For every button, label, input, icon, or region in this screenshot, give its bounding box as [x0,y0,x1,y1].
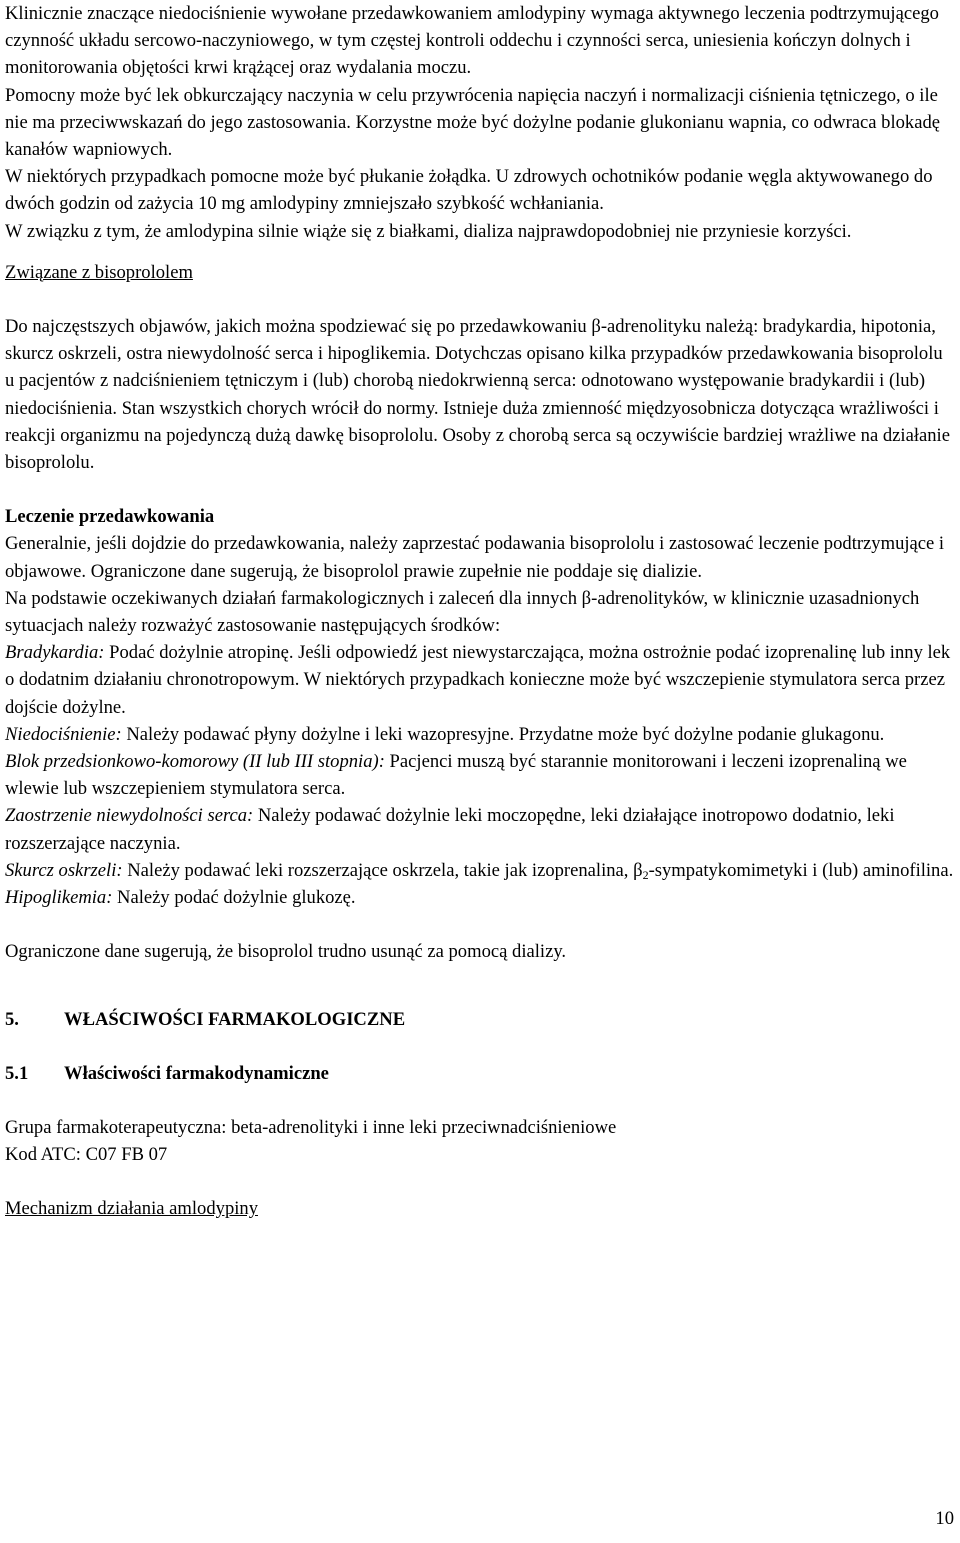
section-heading [5,1060,955,1087]
treatment-text: -sympatykomimetyki i (lub) aminofilina. [648,859,954,881]
subsection-heading: Leczenie przedawkowania [5,506,215,528]
atc-code: Kod ATC: C07 FB 07 [5,1144,168,1166]
treatment-text: Pacjenci muszą być starannie monitorowani i leczeni izoprenaliną we wlewie lub wszczepieniem stymulatora serca. [5,751,907,800]
page-number: 10 [935,1508,954,1529]
paragraph: Ograniczone dane sugerują, że bisoprolol trudno usunąć za pomocą dializy. [5,941,567,963]
treatment-term: Zaostrzenie niewydolności serca: [5,805,254,827]
treatment-term: Skurcz oskrzeli: [5,859,123,881]
section-title: WŁAŚCIWOŚCI FARMAKOLOGICZNE [64,1008,406,1030]
treatment-term: Hipoglikemia: [5,887,113,909]
pharmacotherapeutic-group: Grupa farmakoterapeutyczna: beta-adrenolityki i inne leki przeciwnadciśnieniowe [5,1116,617,1138]
treatment-item [5,884,955,911]
treatment-text: Należy podawać dożylnie leki moczopędne, leki działające inotropowo dodatnio, leki rozszerzające naczynia. [5,805,895,854]
section-number: 5. [5,1008,19,1030]
subscript: 2 [642,867,649,882]
paragraph: Na podstawie oczekiwanych działań farmakologicznych i zaleceń dla innych β-adrenolityków, w klinicznie uzasadnionych sytuacjach należy rozważyć zastosowanie następujących środków: [5,587,920,637]
paragraph: Pomocny może być lek obkurczający naczynia w celu przywrócenia napięcia naczyń i normalizacji ciśnienia tętniczego, o ile nie ma przeciwwskazań do jego zastosowania. Korzystne może być dożylne podanie glukonianu wapnia, co odwraca blokadę kanałów wapniowych. [5,84,941,161]
subsection-heading: Związane z bisoprololem [5,261,193,283]
paragraph: W niektórych przypadkach pomocne może być płukanie żołądka. U zdrowych ochotników podanie węgla aktywowanego do dwóch godzin od zażycia 10 mg amlodypiny zmniejszało szybkość wchłaniania. [5,166,933,215]
subsection-heading: Mechanizm działania amlodypiny [5,1198,258,1220]
treatment-item [5,748,955,802]
treatment-text: Należy podać dożylnie glukozę. [112,887,356,909]
treatment-term: Bradykardia: [5,642,105,664]
paragraph: Klinicznie znaczące niedociśnienie wywołane przedawkowaniem amlodypiny wymaga aktywnego leczenia podtrzymującego czynność układu sercowo-naczyniowego, w tym częstej kontroli oddechu i czynności serca, uniesienia kończyn dolnych i monitorowania objętości krwi krążącej oraz wydalania moczu. [5,3,939,79]
paragraph: Generalnie, jeśli dojdzie do przedawkowania, należy zaprzestać podawania bisoprololu i zastosować leczenie podtrzymujące i objawowe. Ograniczone dane sugerują, że bisoprolol prawie zupełnie nie poddaje się dializie. [5,533,945,582]
treatment-item [5,639,955,721]
paragraph: Do najczęstszych objawów, jakich można spodziewać się po przedawkowaniu β-adrenolityku należą: bradykardia, hipotonia, skurcz oskrzeli, ostra niewydolność serca i hipoglikemia. Dotychczas opisano kilka przypadków przedawkowania bisoprololu u pacjentów z nadciśnieniem tętniczym i (lub) chorobą niedokrwienną serca: odnotowano występowanie bradykardii i (lub) niedociśnienia. Stan wszystkich chorych wrócił do normy. Istnieje duża zmienność międzyosobnicza dotycząca wrażliwości i reakcji organizmu na pojedynczą dużą dawkę bisoprololu. Osoby z chorobą serca są oczywiście bardziej wrażliwe na działanie bisoprololu. [5,316,950,474]
treatment-item [5,802,955,856]
treatment-text: Należy podawać płyny dożylne i leki wazopresyjne. Przydatne może być dożylne podanie glukagonu. [121,723,885,745]
treatment-term: Blok przedsionkowo-komorowy (II lub III stopnia): [5,751,385,773]
section-title: Właściwości farmakodynamiczne [64,1062,329,1084]
treatment-term: Niedociśnienie: [5,723,122,745]
treatment-item [5,721,955,748]
paragraph: W związku z tym, że amlodypina silnie wiąże się z białkami, dializa najprawdopodobniej nie przyniesie korzyści. [5,220,852,242]
treatment-item [5,857,955,884]
treatment-text: Podać dożylnie atropinę. Jeśli odpowiedź jest niewystarczająca, można ostrożnie podać izoprenalinę lub inny lek o dodatnim działaniu chronotropowym. W niektórych przypadkach konieczne może być wszczepienie stymulatora serca przez dojście dożylne. [5,642,951,718]
section-heading [5,1006,955,1033]
document-page [5,0,955,1223]
section-number: 5.1 [5,1062,29,1084]
treatment-text: Należy podawać leki rozszerzające oskrzela, takie jak izoprenalina, β [122,859,643,881]
